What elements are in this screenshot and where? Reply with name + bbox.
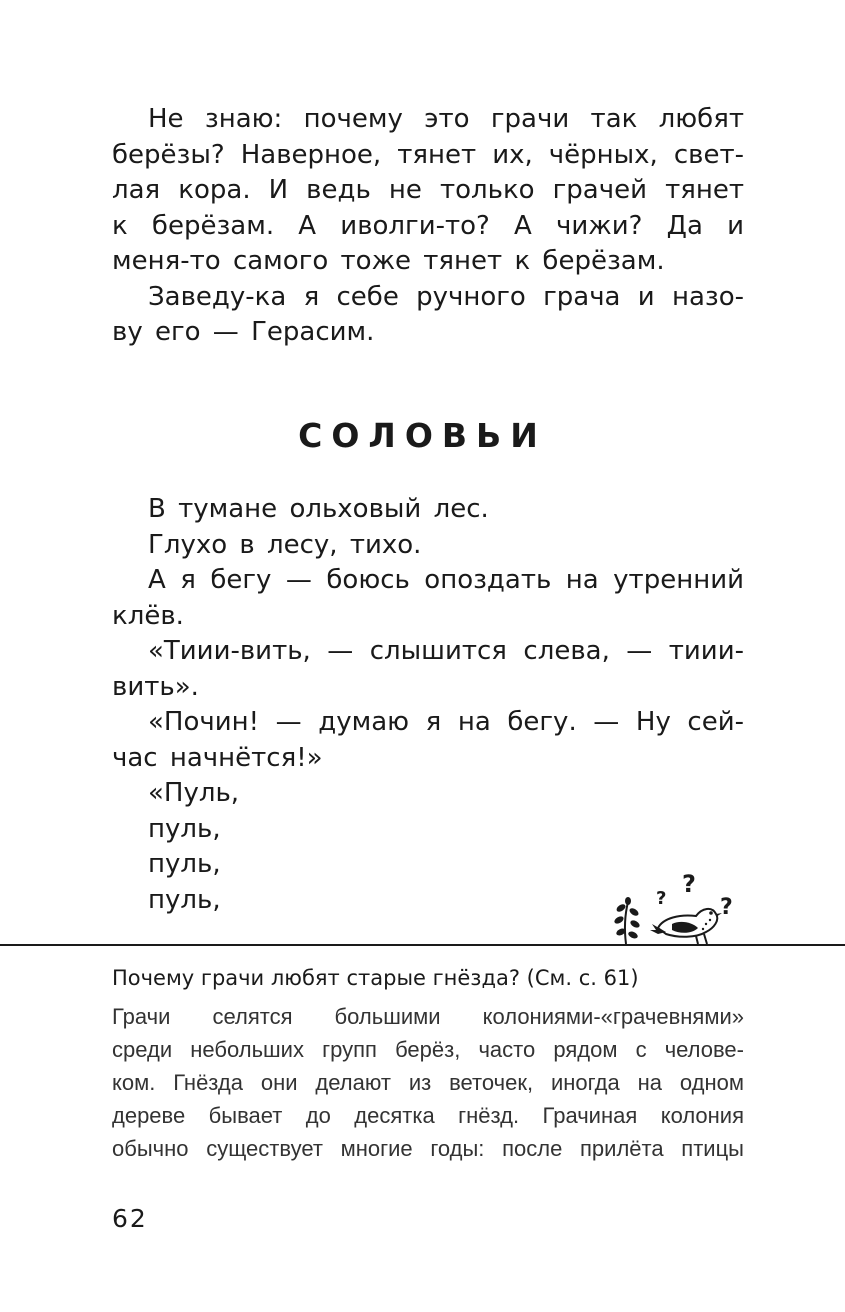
chapter-line-3: А я бегу — боюсь опоздать на утренний <box>148 565 744 595</box>
paragraph-2-line-1: Заведу-ка я себе ручного грача и назо- <box>148 282 744 312</box>
chapter-line-12: пуль, <box>148 885 221 915</box>
svg-text:?: ? <box>720 895 733 920</box>
svg-text:?: ? <box>656 888 667 909</box>
paragraph-1-line-5: меня-то самого тоже тянет к берёзам. <box>112 246 665 276</box>
chapter-line-10: пуль, <box>148 814 221 844</box>
footnote-line-3: ком. Гнёзда они делают из веточек, иногда на одном <box>112 1070 744 1095</box>
footnote-divider <box>0 944 845 946</box>
chapter-line-8: час начнётся!» <box>112 743 323 773</box>
paragraph-1-line-1: Не знаю: почему это грачи так любят <box>148 104 744 134</box>
footnote-line-5: обычно существует многие годы: после прилёта птицы <box>112 1136 744 1161</box>
chapter-line-6: вить». <box>112 672 199 702</box>
paragraph-1-line-4: к берёзам. А иволги-то? А чижи? Да и <box>112 211 744 241</box>
footnote-line-1: Грачи селятся большими колониями-«грачевнями» <box>112 1004 744 1029</box>
bird-with-question-marks-icon <box>608 868 748 948</box>
footnote-line-4: дереве бывает до десятка гнёзд. Грачиная колония <box>112 1103 744 1128</box>
svg-text:?: ? <box>682 870 696 898</box>
footnote-heading: Почему грачи любят старые гнёзда? (См. с. 61) <box>112 966 639 990</box>
chapter-line-4: клёв. <box>112 601 184 631</box>
chapter-line-2: Глухо в лесу, тихо. <box>148 530 422 560</box>
paragraph-1-line-2: берёзы? Наверное, тянет их, чёрных, свет- <box>112 140 744 170</box>
chapter-line-5: «Тиии-вить, — слышится слева, — тиии- <box>148 636 744 666</box>
chapter-line-1: В тумане ольховый лес. <box>148 494 489 524</box>
footnote-line-2: среди небольших групп берёз, часто рядом с челове- <box>112 1037 744 1062</box>
paragraph-2-line-2: ву его — Герасим. <box>112 317 375 347</box>
chapter-line-7: «Почин! — думаю я на бегу. — Ну сей- <box>148 707 744 737</box>
chapter-line-11: пуль, <box>148 849 221 879</box>
page-number: 62 <box>112 1204 148 1233</box>
chapter-title: СОЛОВЬИ <box>298 416 547 455</box>
paragraph-1-line-3: лая кора. И ведь не только грачей тянет <box>112 175 744 205</box>
chapter-line-9: «Пуль, <box>148 778 240 808</box>
